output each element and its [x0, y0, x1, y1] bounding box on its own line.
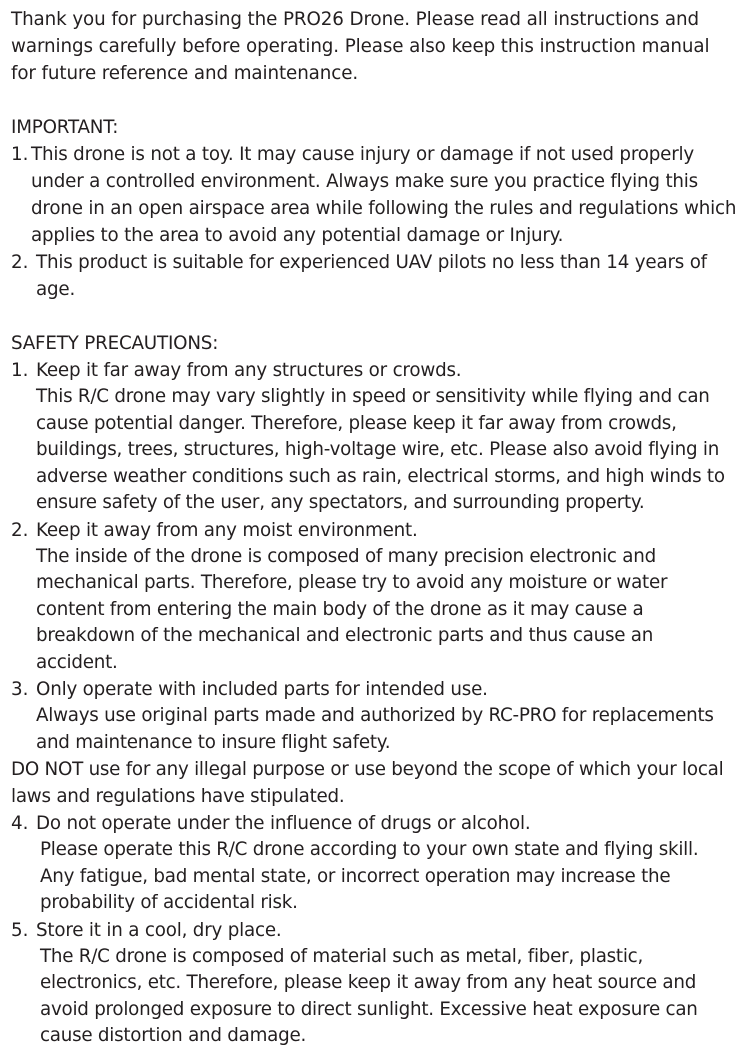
important-item-1: [11, 141, 737, 249]
item-number: 5.: [11, 919, 29, 941]
item-number: 1.: [11, 360, 29, 381]
safety-item-5: [11, 917, 737, 1050]
legal-note: DO NOT use for any illegal purpose or use beyond the scope of which your local laws and regulations have stipulated.: [11, 759, 724, 807]
spacer: [11, 87, 737, 114]
safety-item-4: [11, 810, 737, 917]
important-item-2: [11, 249, 737, 303]
spacer: [11, 303, 737, 330]
safety-item-3: [11, 676, 737, 756]
safety-item-body: Always use original parts made and authorized by RC-PRO for replacements and maintenance to insure flight safety.: [36, 705, 714, 753]
item-number: 2.: [11, 252, 29, 273]
safety-item-body: Please operate this R/C drone according to your own state and flying skill. Any fatigue, bad mental state, or incorrect operation may increase the probability of accidental risk.: [40, 839, 699, 913]
important-item-text: This drone is not a toy. It may cause injury or damage if not used properly under a controlled environment. Always make sure you practice flying this drone in an open airspace area while following the rules and regulations which applies to the area to avoid any potential damage or Injury.: [31, 144, 737, 246]
safety-item-2: [11, 517, 737, 677]
intro-paragraph: Thank you for purchasing the PRO26 Drone. Please read all instructions and warnings carefully before operating. Please also keep this instruction manual for future reference and maintenance.: [11, 9, 710, 84]
safety-item-1: [11, 357, 737, 517]
safety-item-title: Keep it away from any moist environment.: [36, 519, 418, 541]
safety-item-title: Do not operate under the influence of drugs or alcohol.: [36, 813, 531, 834]
safety-item-title: Store it in a cool, dry place.: [36, 919, 282, 941]
item-number: 2.: [11, 519, 29, 541]
item-number: 4.: [11, 813, 29, 834]
safety-item-body: The R/C drone is composed of material such as metal, fiber, plastic, electronics, etc. Therefore, please keep it away from any heat source and avoid prolonged exposure to direct sunlight. Excessive heat exposure can cause distortion and damage.: [40, 945, 698, 1046]
safety-item-body: The inside of the drone is composed of many precision electronic and mechanical parts. Therefore, please try to avoid any moisture or water content from entering the main body of the drone as it may cause a breakdown of the mechanical and electronic parts and thus cause an accident.: [36, 545, 668, 673]
item-number: 1.: [11, 144, 29, 165]
safety-item-title: Keep it far away from any structures or crowds.: [36, 360, 462, 381]
safety-item-title: Only operate with included parts for intended use.: [36, 679, 488, 700]
important-item-text: This product is suitable for experienced UAV pilots no less than 14 years of age.: [36, 252, 707, 300]
item-number: 3.: [11, 679, 29, 700]
safety-heading: SAFETY PRECAUTIONS:: [11, 333, 219, 354]
safety-item-body: This R/C drone may vary slightly in speed or sensitivity while flying and can cause potential danger. Therefore, please keep it far away from crowds, buildings, trees, structures, high-voltage wire, etc. Please also avoid flying in adverse weather conditions such as rain, electrical storms, and high winds to ensure safety of the user, any spectators, and surrounding property.: [36, 386, 725, 513]
important-heading: IMPORTANT:: [11, 117, 119, 138]
